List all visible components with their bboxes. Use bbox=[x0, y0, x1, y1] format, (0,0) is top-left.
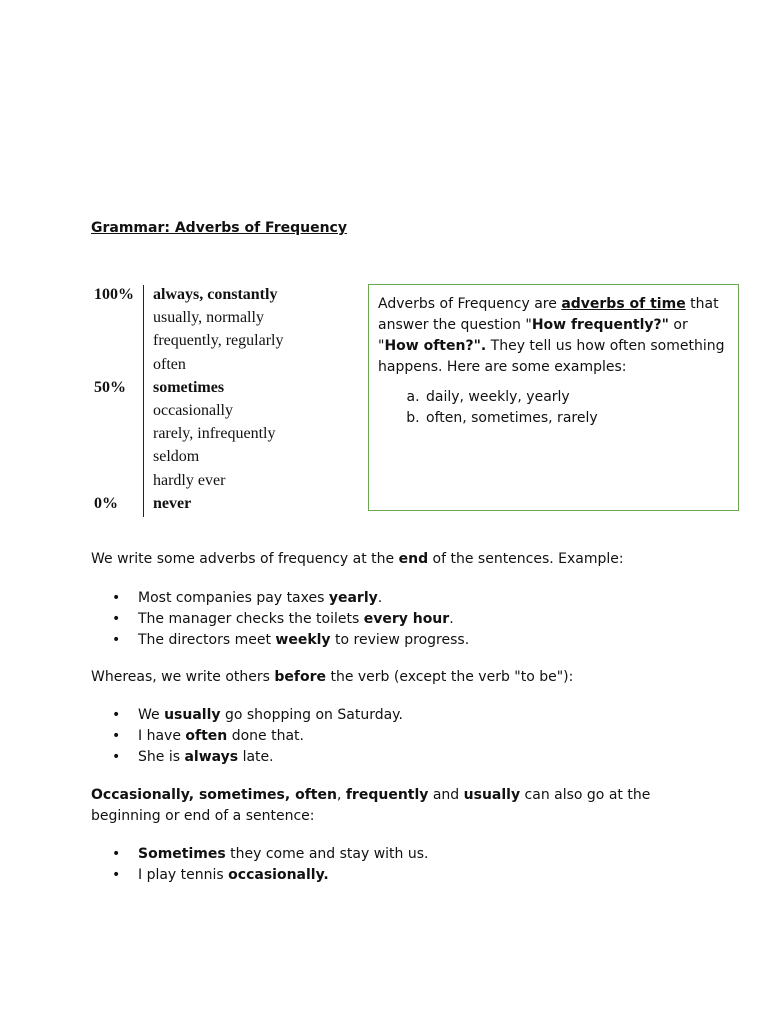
definition-text: Adverbs of Frequency are adverbs of time that answer the question "How frequently?" or "How often?". They tell us how often something happens. Here are some examples: bbox=[378, 296, 725, 375]
definition-box bbox=[368, 284, 739, 511]
example-item: a. daily, weekly, yearly bbox=[424, 387, 729, 408]
scale-axis-line bbox=[143, 285, 144, 517]
scale-item: never bbox=[153, 495, 192, 512]
percent-100: 100% bbox=[94, 286, 134, 303]
paragraph-end-position: We write some adverbs of frequency at the end of the sentences. Example: bbox=[91, 551, 624, 567]
paragraph-before-verb: Whereas, we write others before the verb (except the verb "to be"): bbox=[91, 669, 574, 685]
percent-50: 50% bbox=[94, 379, 126, 396]
bullet-list-beginning-end bbox=[110, 844, 428, 886]
bullet-list-end-examples bbox=[110, 588, 469, 651]
bullet-list-before-verb bbox=[110, 705, 403, 768]
list-item: • Most companies pay taxes yearly. bbox=[110, 588, 469, 609]
scale-item: usually, normally bbox=[153, 309, 264, 326]
list-item: • We usually go shopping on Saturday. bbox=[110, 705, 403, 726]
list-item: • She is always late. bbox=[110, 747, 403, 768]
scale-item: always, constantly bbox=[153, 286, 278, 303]
scale-item: frequently, regularly bbox=[153, 332, 284, 349]
list-item: • The directors meet weekly to review progress. bbox=[110, 630, 469, 651]
list-item: • I play tennis occasionally. bbox=[110, 865, 428, 886]
page-title: Grammar: Adverbs of Frequency bbox=[91, 220, 347, 236]
paragraph-beginning-or-end: Occasionally, sometimes, often, frequently and usually can also go at the beginning or end of a sentence: bbox=[91, 787, 651, 824]
list-item: • Sometimes they come and stay with us. bbox=[110, 844, 428, 865]
scale-item: sometimes bbox=[153, 379, 225, 396]
examples-list bbox=[378, 387, 729, 429]
list-item: • I have often done that. bbox=[110, 726, 403, 747]
frequency-scale bbox=[94, 285, 354, 517]
scale-item: rarely, infrequently bbox=[153, 425, 276, 442]
scale-item: often bbox=[153, 356, 186, 373]
scale-item: hardly ever bbox=[153, 472, 226, 489]
scale-item: occasionally bbox=[153, 402, 233, 419]
example-item: b. often, sometimes, rarely bbox=[424, 408, 729, 429]
scale-item: seldom bbox=[153, 448, 200, 465]
percent-0: 0% bbox=[94, 495, 118, 512]
list-item: • The manager checks the toilets every hour. bbox=[110, 609, 469, 630]
